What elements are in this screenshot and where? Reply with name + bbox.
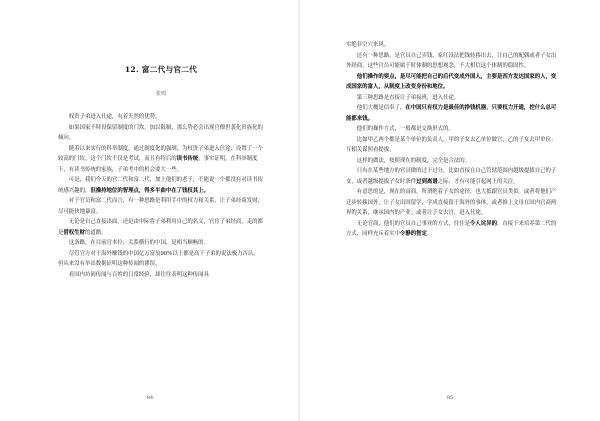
text-span: 他们大概是信奉了， [356,105,406,111]
right-page [300,0,600,421]
paragraph [58,270,264,281]
bold-text-span: 令人诧异的 [470,220,497,227]
text-span: ，事实证明，在科举制度下，有读书传统的家族，子弟考中的机会要大一些。 [58,156,258,173]
text-span: 这样的做法，按照现在的制度，完全是合法的。 [356,157,471,164]
text-span: 看国内坊间传闻与百姓的日常经验，却往往表明这种传闻具 [68,271,209,278]
text-span: 随着以来实行的科举制度，通过制度化的强制，为权贵子弟进入仕途，设置了一个较高的门坎。这个门坎不仅是考试，而且有特后的 [58,145,263,162]
paragraph [346,219,560,240]
text-span: 比如甲乙两个都是某个单位的负责人，甲的子女去乙单位做官，乙的子女去甲单位：互相关谋照看提拔。 [346,136,557,153]
bold-text-span: 过到离谱 [416,178,438,185]
paragraph [58,196,264,217]
text-span: 这条路，在目前官本位、关系横行的中国，是相当顺畅的。 [68,240,209,246]
paragraph [58,249,264,270]
paragraph [346,124,560,135]
paragraph [58,175,264,196]
bold-text-span: 他们操作的要点，是尽可能把自己的后代变成外国人，主要是西方发达国家的人，变成国家的富人，从制度上改变身份和地位。 [346,73,557,90]
paragraph [346,166,560,187]
text-span: 尽管官方对于海外赚钱的中国亿万富翁90%以上都是高干子弟的说法极力否认，但从来没有举出数据证明这种传闻的谬误。 [58,250,259,267]
bold-text-span: 读书传统 [176,156,199,162]
text-span: 权贵子弟进入仕途，有着天然的优势。 [68,114,161,120]
text-span: 还有一种思路，是官员自己弄钱，家红设法把钱转移出去，让自己的配偶或者子女出外经商。这些官员可能属于时体制的思想观念，不大相信这个体制的稳固性。 [346,52,557,69]
paragraph [346,103,560,124]
right-body-text [346,40,560,240]
text-span: ，直接下来培养第二代的方式，同样充斥着实中 [346,220,557,237]
paragraph [346,93,560,104]
paragraph [346,40,560,51]
paragraph [58,112,264,123]
paragraph [58,238,264,249]
paragraph [58,217,264,238]
text-span: 的道路。 [84,229,107,236]
bold-text-span: 在中国只有权力是最佳的挣钱机器，只要权力开通，挖什么总可能都来钱。 [346,105,557,122]
text-span: 第三种思路是直接让子弟接班，进入仕途。 [356,94,460,101]
paragraph [346,187,560,219]
text-span: 只有在某些地方的官员做的过于过分，比如直接在自己管辖范围内越级提拔自己的子女，或者越级提拔子女时条件 [346,168,557,185]
chapter-title: 12. 富二代与官二代 [124,65,198,74]
text-span: 无论官商，他们的官员自己事业的方式，往往是 [356,220,471,227]
left-body-text [58,112,264,280]
page-number-right: 85 [446,395,454,401]
paragraph [346,135,560,156]
text-span: 。 [426,231,433,237]
paragraph [346,156,560,167]
author-name: 张鸣 [155,91,167,97]
bold-text-span: 但操持地位的智理点，得多半曲中在了钱权其上。 [90,187,209,194]
text-span: 他们的操作方式，一般都是交换形式的。 [356,126,454,132]
paragraph [58,123,264,144]
page-number-left: 84 [146,395,154,401]
bold-text-span: 借权生财 [63,229,85,236]
bold-text-span: 令静的智定 [399,231,427,237]
text-span: 无论是自己直接出面，还是由中际将子弟利用自己的名义，官宦子弟经商，走的都是 [58,219,263,236]
paragraph [58,144,264,176]
text-span: 如果国家不特设保留制度的门坎，加以限制，那么势必会出现官僚世袭化贵族化的倾向。 [58,124,263,141]
text-span: 可是，我们今天的官二代和富二代，加上他们的老子，不能说一个都没有对读书传统感兴趣的， [58,177,263,194]
text-span: 对于官员和富二代而言，有一种思路是利用手中的权力和关系，让子弟经商发财，尽可能快地暴富。 [58,198,263,215]
text-span: 实绝非空穴来风。 [346,42,390,48]
text-span: 有意思的是，现在的富商，所谓绝着子女的途径，也大抵跟官员类似。或者将他们产迁步转移国外，让子女出国留学，学成直接留于海外的事体，或者推上文母在国内官商两界的关系，继承国内的产业；或者让子女去官，进入仕途。 [346,189,557,216]
paragraph [346,51,560,72]
paragraph [346,72,560,93]
text-span: 之际，才有可能引起网上的关注。 [437,178,519,185]
